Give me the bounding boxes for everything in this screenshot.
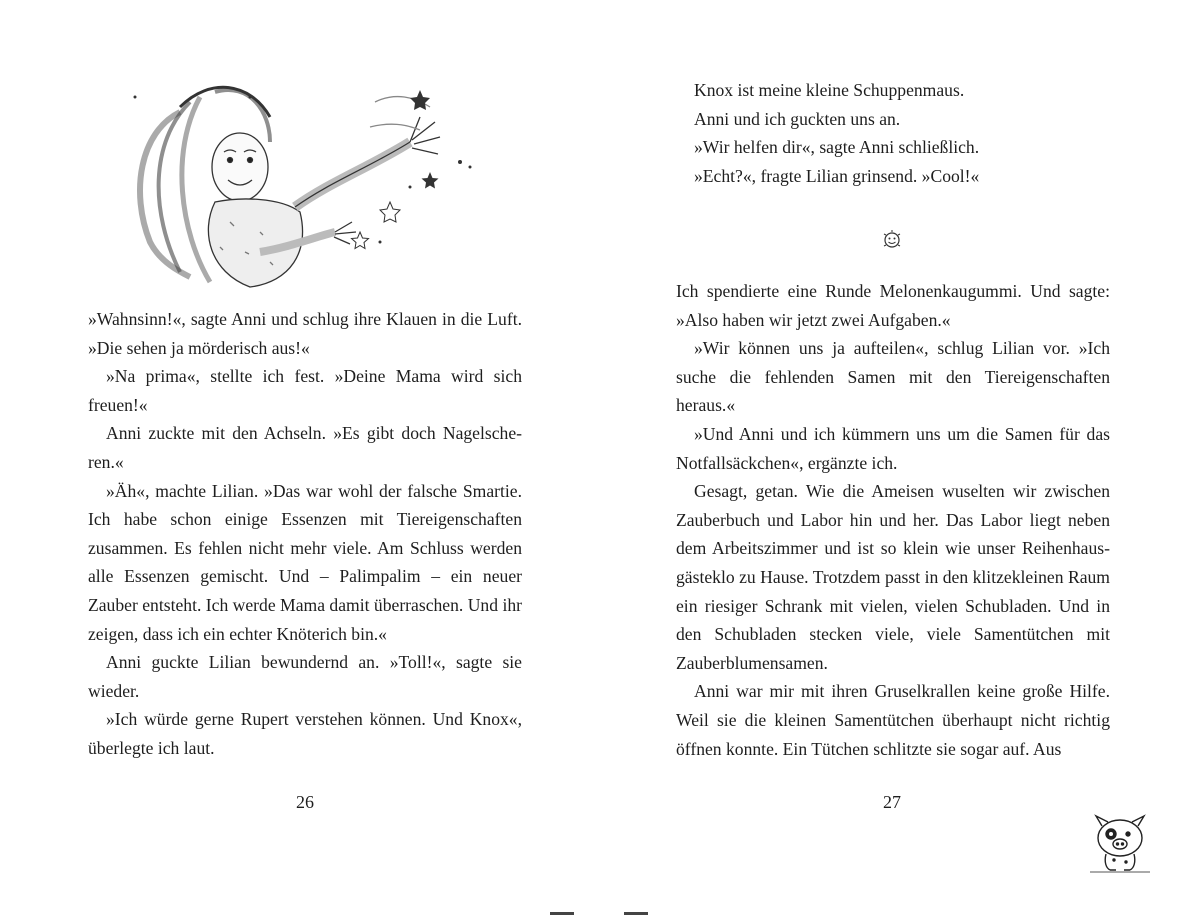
paragraph: »Wahnsinn!«, sagte Anni und schlug ihre Klauen in die Luft. »Die sehen ja mörderisch aus!«	[88, 309, 522, 358]
paragraph: »Na prima«, stellte ich fest. »Deine Mama wird sich freuen!«	[88, 366, 522, 415]
paragraph: Anni und ich guckten uns an.	[694, 108, 901, 129]
paragraph: Anni guckte Lilian bewundernd an. »Toll!«, sagte sie wieder.	[88, 652, 522, 701]
right-page-body-text	[676, 277, 1110, 763]
paragraph: Anni war mir mit ihren Gruselkrallen keine große Hilfe. Weil sie die kleinen Samentütchen überhaupt nicht richtig öffnen konnte. Ein Tütchen schlitzte sie sogar auf. Aus	[676, 681, 1110, 759]
paragraph: »Wir können uns ja aufteilen«, schlug Lilian vor. »Ich suche die fehlenden Samen mit den Tiereigenschaften heraus.«	[676, 338, 1110, 416]
bottom-mark	[550, 912, 574, 915]
paragraph: Anni zuckte mit den Achseln. »Es gibt doch Nagelscheren.«	[88, 423, 522, 472]
paragraph: Gesagt, getan. Wie die Ameisen wuselten wir zwischen Zauberbuch und Labor hin und her. Das Labor liegt neben dem Arbeitszimmer und ist so klein wie unser Reihenhausgästeklo zu Hause. Trotzdem passt in den klitzekleinen Raum ein riesiger Schrank mit vielen, vielen Schubladen. Und in den Schubladen stecken viele, viele Samentütchen mit Zauberblumensamen.	[676, 481, 1110, 673]
right-page-top-text	[676, 76, 1110, 190]
paragraph: »Wir helfen dir«, sagte Anni schließlich.	[694, 137, 980, 158]
pig-icon	[1084, 812, 1156, 876]
paragraph: Knox ist meine kleine Schuppenmaus.	[694, 80, 965, 100]
right-page	[600, 0, 1200, 919]
girl-with-stars-illustration	[120, 72, 500, 292]
page-number-left: 26	[296, 792, 314, 812]
paragraph: »Und Anni und ich kümmern uns um die Samen für das Notfallsäckchen«, ergänzte ich.	[676, 423, 1110, 473]
paragraph: »Äh«, machte Lilian. »Das war wohl der falsche Smartie. Ich habe schon einige Essenzen mit Tiereigenschaften zusammen. Es fehlen nicht mehr viele. Am Schluss werden alle Essenzen gemischt. Und – Palimpalim – ein neuer Zauber entsteht. Ich werde Mama damit überraschen. Und ihr zeigen, dass ich ein echter Knöterich bin.«	[88, 480, 522, 644]
paragraph: »Ich würde gerne Rupert verstehen können. Und Knox«, überlegte ich laut.	[88, 709, 522, 758]
page-number-right: 27	[883, 792, 901, 812]
left-page-text	[88, 305, 522, 763]
paragraph: »Echt?«, fragte Lilian grinsend. »Cool!«	[694, 165, 980, 186]
paragraph: Ich spendierte eine Runde Melonenkaugummi. Und sagte: »Also haben wir jetzt zwei Aufgaben.«	[676, 281, 1110, 330]
smiley-ornament-icon	[881, 229, 903, 251]
bottom-mark	[624, 912, 648, 915]
